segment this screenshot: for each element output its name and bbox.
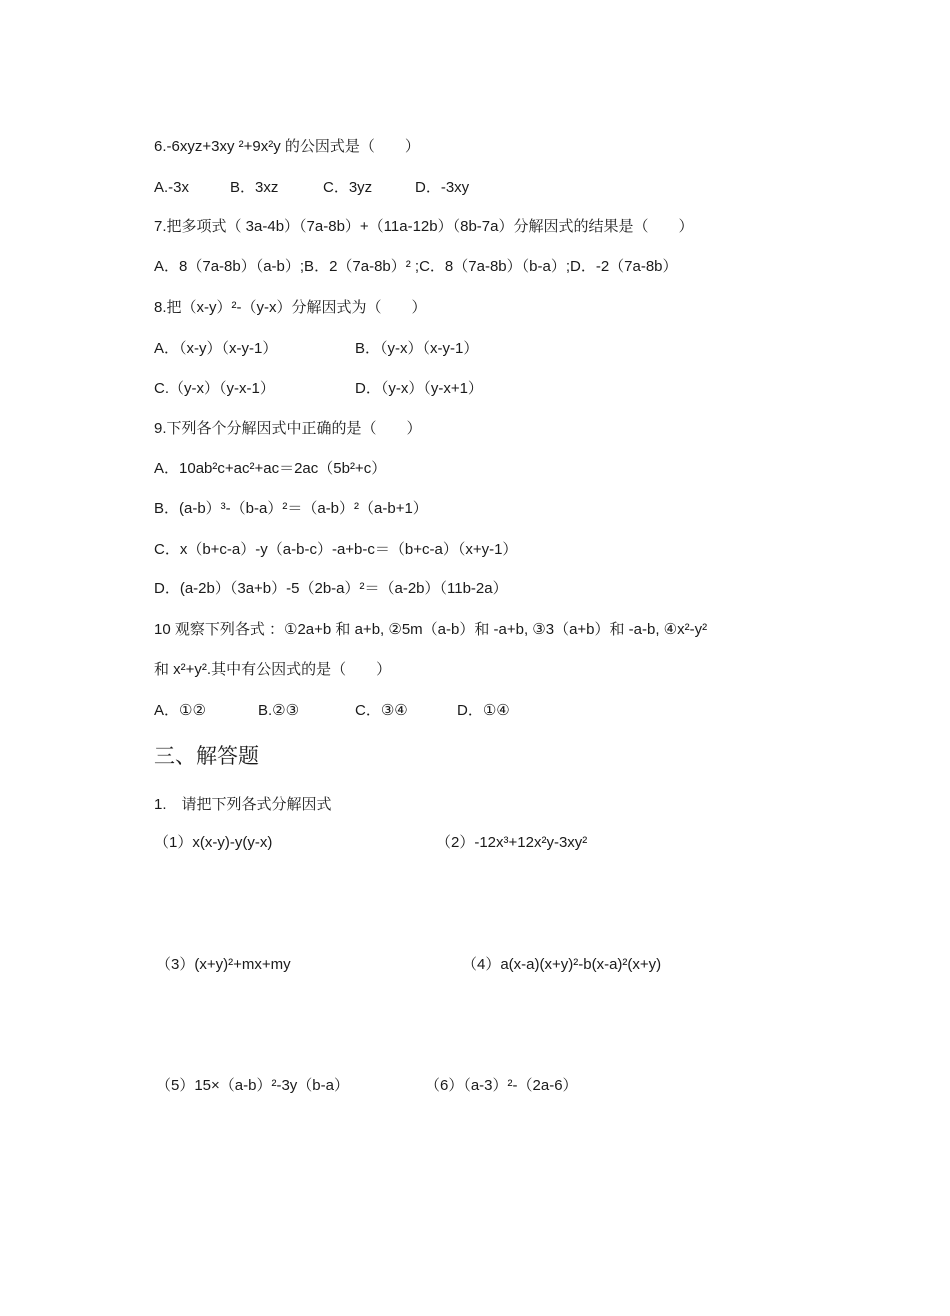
- exercise-4: （4）a(x-a)(x+y)²-b(x-a)²(x+y): [462, 956, 662, 973]
- q1-title: 1. 请把下列各式分解因式: [154, 796, 332, 813]
- q7-options: A．8（7a-8b）（a-b）;B．2（7a-8b）² ;C．8（7a-8b）（b-a）;D．-2（7a-8b）: [154, 258, 678, 275]
- q10-option-c: C．③④: [355, 702, 408, 719]
- q6-option-c: C．3yz: [323, 179, 373, 196]
- exercise-1: （1）x(x-y)-y(y-x): [154, 834, 273, 851]
- q8-option-d: D．（y-x）（y-x+1）: [355, 380, 483, 397]
- q9-option-d: D．(a-2b）（3a+b）-5（2b-a）²＝（a-2b）（11b-2a）: [154, 580, 508, 597]
- exercise-2: （2）-12x³+12x²y-3xy²: [436, 834, 588, 851]
- exercise-6: （6）（a-3）²-（2a-6）: [425, 1077, 578, 1094]
- q6-stem: 6.-6xyz+3xy ²+9x²y 的公因式是（ ）: [154, 138, 420, 155]
- q8-stem: 8.把（x-y）²-（y-x）分解因式为（ ）: [154, 299, 427, 316]
- exercise-3: （3）(x+y)²+mx+my: [156, 956, 291, 973]
- q8-option-a: A．（x-y）（x-y-1）: [154, 340, 278, 357]
- q9-stem: 9.下列各个分解因式中正确的是（ ）: [154, 420, 422, 437]
- q10-stem-line1: 10 观察下列各式 ：①2a+b 和 a+b, ②5m（a-b）和 -a+b, ③3（a+b）和 -a-b, ④x²-y²: [154, 621, 708, 638]
- exercise-5: （5）15×（a-b）²-3y（b-a）: [156, 1077, 349, 1094]
- q10-option-a: A．①②: [154, 702, 206, 719]
- q9-option-b: B．(a-b）³-（b-a）²＝（a-b）²（a-b+1）: [154, 500, 428, 517]
- q6-option-a: A.-3x: [154, 179, 190, 196]
- q9-option-a: A．10ab²c+ac²+ac＝2ac（5b²+c）: [154, 460, 387, 477]
- q6-option-d: D．-3xy: [415, 179, 470, 196]
- q10-option-b: B.②③: [258, 702, 300, 719]
- q6-option-b: B．3xz: [230, 179, 279, 196]
- q8-option-c: C.（y-x）（y-x-1）: [154, 380, 275, 397]
- q8-option-b: B．（y-x）（x-y-1）: [355, 340, 479, 357]
- q7-stem: 7.把多项式（ 3a-4b）（7a-8b）+（11a-12b）（8b-7a）分解因式的结果是（ ）: [154, 218, 694, 235]
- section-heading: 三、解答题: [154, 744, 259, 768]
- q10-option-d: D．①④: [457, 702, 510, 719]
- q9-option-c: C．x（b+c-a）-y（a-b-c）-a+b-c＝（b+c-a）（x+y-1）: [154, 541, 518, 558]
- q10-stem-line2: 和 x²+y².其中有公因式的是（ ）: [154, 661, 392, 678]
